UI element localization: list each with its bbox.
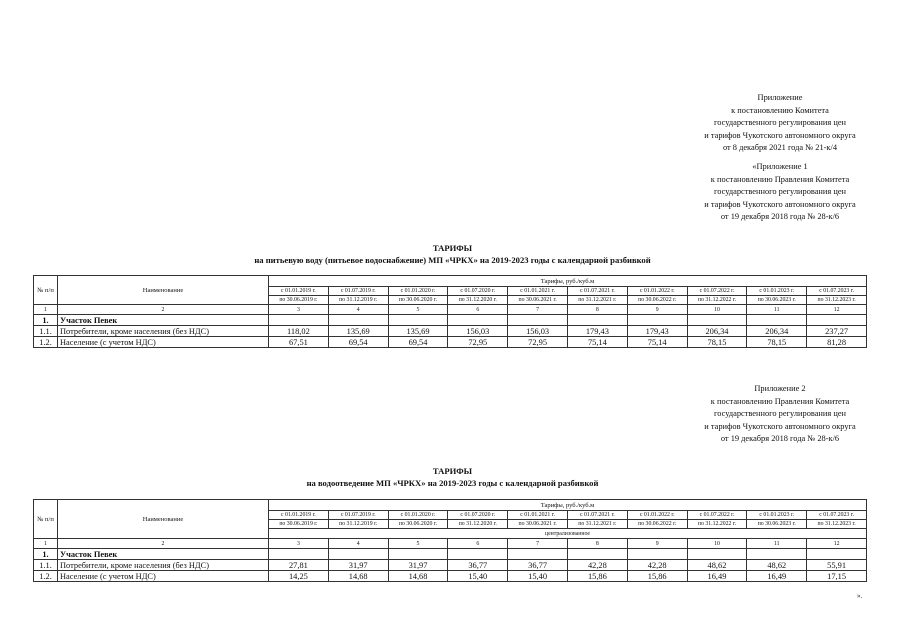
empty-cell [807, 549, 867, 560]
tariff-value: 135,69 [328, 326, 388, 337]
col-number: 7 [508, 539, 568, 549]
tariff-value: 14,68 [328, 571, 388, 582]
col-number: 9 [627, 305, 687, 315]
period-header: с 01.01.2021 г. [508, 287, 568, 296]
row-no: 1.1. [34, 326, 58, 337]
table1-title: ТАРИФЫ [432, 243, 473, 253]
col-name-header: Наименование [58, 500, 269, 539]
tariff-value: 14,25 [269, 571, 329, 582]
tariff-value: 78,15 [687, 337, 747, 348]
period-header: с 01.07.2020 г. [448, 511, 508, 520]
appendix-2-line: от 19 декабря 2018 года № 28-к/6 [720, 434, 840, 443]
appendix-top-line: государственного регулирования цен [713, 118, 847, 127]
tariff-value: 72,95 [448, 337, 508, 348]
appendix-1 [690, 161, 870, 224]
period-header: с 01.01.2020 г. [388, 511, 448, 520]
appendix-top-line: к постановлению Комитета [731, 105, 829, 115]
table-row [34, 326, 867, 337]
section-row [34, 315, 867, 326]
water-tariff-table [33, 275, 867, 348]
period-header: по 31.12.2020 г. [448, 296, 508, 305]
col-numbers-row [34, 305, 867, 315]
col-number: 10 [687, 305, 747, 315]
col-number: 8 [567, 539, 627, 549]
tariff-value: 31,97 [328, 560, 388, 571]
tariff-value: 27,81 [269, 560, 329, 571]
tariff-value: 15,86 [627, 571, 687, 582]
section-name: Участок Певек [58, 549, 269, 560]
row-name: Потребители, кроме населения (без НДС) [58, 326, 269, 337]
appendix-1-line: государственного регулирования цен [713, 187, 847, 196]
tariff-value: 48,62 [747, 560, 807, 571]
tariff-value: 135,69 [388, 326, 448, 337]
table1-subtitle: на питьевую воду (питьевое водоснабжение) МП «ЧРКХ» на 2019-2023 годы с календарной разбивкой [254, 255, 651, 265]
period-header: с 01.07.2022 г. [687, 287, 747, 296]
tariff-value: 42,28 [627, 560, 687, 571]
closing-mark: ». [857, 592, 863, 600]
empty-cell [269, 549, 329, 560]
appendix-1-line: «Приложение 1 [752, 162, 808, 171]
col-number: 8 [567, 305, 627, 315]
empty-cell [388, 315, 448, 326]
sewage-tariff-table [33, 499, 867, 582]
period-header: по 30.06.2020 г. [388, 520, 448, 529]
period-header: по 31.12.2019 г. [328, 296, 388, 305]
col-number: 1 [34, 539, 58, 549]
col-number: 1 [34, 305, 58, 315]
tariff-value: 156,03 [508, 326, 568, 337]
header-row [34, 500, 867, 511]
tariff-value: 67,51 [269, 337, 329, 348]
period-header: с 01.01.2020 г. [388, 287, 448, 296]
period-header: по 30.06.2023 г. [747, 520, 807, 529]
col-number: 5 [388, 305, 448, 315]
period-header: с 01.07.2021 г. [567, 511, 627, 520]
tariff-value: 15,86 [567, 571, 627, 582]
period-header: по 30.06.2022 г. [627, 520, 687, 529]
row-name: Население (с учетом НДС) [58, 571, 269, 582]
tariff-value: 16,49 [747, 571, 807, 582]
period-header: с 01.01.2022 г. [627, 287, 687, 296]
col-number: 9 [627, 539, 687, 549]
col-number: 11 [747, 305, 807, 315]
period-header: по 30.06.2021 г. [508, 296, 568, 305]
col-number: 4 [328, 305, 388, 315]
tariff-value: 55,91 [807, 560, 867, 571]
row-name: Население (с учетом НДС) [58, 337, 269, 348]
tariffs-header: Тарифы, руб./куб.м [269, 276, 867, 287]
period-header: по 30.06.2022 г. [627, 296, 687, 305]
period-header: с 01.01.2022 г. [627, 511, 687, 520]
tariff-value: 156,03 [448, 326, 508, 337]
empty-cell [627, 549, 687, 560]
empty-cell [328, 315, 388, 326]
col-number: 6 [448, 539, 508, 549]
period-header: с 01.07.2019 г. [328, 511, 388, 520]
empty-cell [328, 549, 388, 560]
tariff-value: 75,14 [627, 337, 687, 348]
period-header: по 30.06.2023 г. [747, 296, 807, 305]
period-header: с 01.01.2023 г. [747, 511, 807, 520]
tariff-value: 15,40 [508, 571, 568, 582]
tariff-value: 237,27 [807, 326, 867, 337]
table-row [34, 560, 867, 571]
appendix-1-line: и тарифов Чукотского автономного округа [704, 199, 856, 209]
appendix-2-line: к постановлению Правления Комитета [710, 396, 850, 406]
tariff-value: 36,77 [448, 560, 508, 571]
appendix-top-line: и тарифов Чукотского автономного округа [704, 130, 856, 140]
col-number: 2 [58, 539, 269, 549]
col-number: 7 [508, 305, 568, 315]
tariff-value: 48,62 [687, 560, 747, 571]
appendix-2 [690, 383, 870, 446]
section-no: 1. [34, 315, 58, 326]
period-header: по 31.12.2021 г. [567, 296, 627, 305]
col-number: 2 [58, 305, 269, 315]
col-number: 10 [687, 539, 747, 549]
tariff-value: 31,97 [388, 560, 448, 571]
tariff-value: 179,43 [627, 326, 687, 337]
col-number: 11 [747, 539, 807, 549]
tariff-value: 72,95 [508, 337, 568, 348]
tariff-value: 206,34 [687, 326, 747, 337]
col-name-header: Наименование [58, 276, 269, 305]
tariff-value: 78,15 [747, 337, 807, 348]
tariff-value: 14,68 [388, 571, 448, 582]
col-numbers-row [34, 539, 867, 549]
period-header: с 01.01.2019 г. [269, 511, 329, 520]
col-number: 12 [807, 305, 867, 315]
empty-cell [508, 315, 568, 326]
table-row [34, 337, 867, 348]
period-header: по 31.12.2019 г. [328, 520, 388, 529]
empty-cell [627, 315, 687, 326]
period-header: по 30.06.2021 г. [508, 520, 568, 529]
tariff-value: 75,14 [567, 337, 627, 348]
empty-cell [448, 315, 508, 326]
period-header: с 01.07.2023 г. [807, 511, 867, 520]
tariff-value: 36,77 [508, 560, 568, 571]
period-header: с 01.01.2023 г. [747, 287, 807, 296]
col-number: 4 [328, 539, 388, 549]
appendix-1-line: от 19 декабря 2018 года № 28-к/6 [720, 212, 840, 221]
col-number: 6 [448, 305, 508, 315]
period-header: с 01.07.2021 г. [567, 287, 627, 296]
tariff-value: 42,28 [567, 560, 627, 571]
empty-cell [747, 315, 807, 326]
col-number: 3 [269, 539, 329, 549]
period-header: по 31.12.2022 г. [687, 296, 747, 305]
appendix-top-line: Приложение [757, 93, 803, 102]
row-no: 1.2. [34, 571, 58, 582]
tariff-value: 118,02 [269, 326, 329, 337]
empty-cell [508, 549, 568, 560]
subheader: централизованное [269, 529, 867, 539]
empty-cell [567, 549, 627, 560]
period-header: по 31.12.2023 г. [807, 520, 867, 529]
row-no: 1.1. [34, 560, 58, 571]
appendix-top [690, 92, 870, 155]
period-header: по 30.06.2020 г. [388, 296, 448, 305]
section-row [34, 549, 867, 560]
empty-cell [687, 549, 747, 560]
empty-cell [388, 549, 448, 560]
tariff-value: 15,40 [448, 571, 508, 582]
period-header: по 31.12.2022 г. [687, 520, 747, 529]
period-header: с 01.01.2019 г. [269, 287, 329, 296]
col-no-header: № п/п [34, 500, 58, 539]
tariffs-header: Тарифы, руб./куб.м [269, 500, 867, 511]
tariff-value: 81,28 [807, 337, 867, 348]
tariff-value: 69,54 [328, 337, 388, 348]
appendix-2-line: государственного регулирования цен [713, 409, 847, 418]
empty-cell [269, 315, 329, 326]
tariff-value: 179,43 [567, 326, 627, 337]
col-number: 3 [269, 305, 329, 315]
period-header: по 30.06.2019 г. [269, 520, 329, 529]
period-header: по 31.12.2021 г. [567, 520, 627, 529]
period-header: с 01.07.2022 г. [687, 511, 747, 520]
period-header: по 31.12.2020 г. [448, 520, 508, 529]
appendix-2-line: Приложение 2 [754, 384, 806, 393]
period-header: по 31.12.2023 г. [807, 296, 867, 305]
empty-cell [747, 549, 807, 560]
col-no-header: № п/п [34, 276, 58, 305]
empty-cell [807, 315, 867, 326]
section-name: Участок Певек [58, 315, 269, 326]
appendix-1-line: к постановлению Правления Комитета [710, 174, 850, 184]
empty-cell [448, 549, 508, 560]
period-header: с 01.07.2023 г. [807, 287, 867, 296]
period-header: с 01.07.2019 г. [328, 287, 388, 296]
appendix-2-line: и тарифов Чукотского автономного округа [704, 421, 856, 431]
tariff-value: 16,49 [687, 571, 747, 582]
period-header: по 30.06.2019 г. [269, 296, 329, 305]
tariff-value: 69,54 [388, 337, 448, 348]
appendix-top-line: от 8 декабря 2021 года № 21-к/4 [722, 143, 838, 152]
table2-subtitle: на водоотведение МП «ЧРКХ» на 2019-2023 годы с календарной разбивкой [306, 478, 599, 488]
section-no: 1. [34, 549, 58, 560]
tariff-value: 206,34 [747, 326, 807, 337]
col-number: 12 [807, 539, 867, 549]
row-no: 1.2. [34, 337, 58, 348]
tariff-value: 17,15 [807, 571, 867, 582]
empty-cell [687, 315, 747, 326]
period-header: с 01.01.2021 г. [508, 511, 568, 520]
table-row [34, 571, 867, 582]
header-row [34, 276, 867, 287]
empty-cell [567, 315, 627, 326]
row-name: Потребители, кроме населения (без НДС) [58, 560, 269, 571]
table2-title: ТАРИФЫ [432, 466, 473, 476]
col-number: 5 [388, 539, 448, 549]
period-header: с 01.07.2020 г. [448, 287, 508, 296]
